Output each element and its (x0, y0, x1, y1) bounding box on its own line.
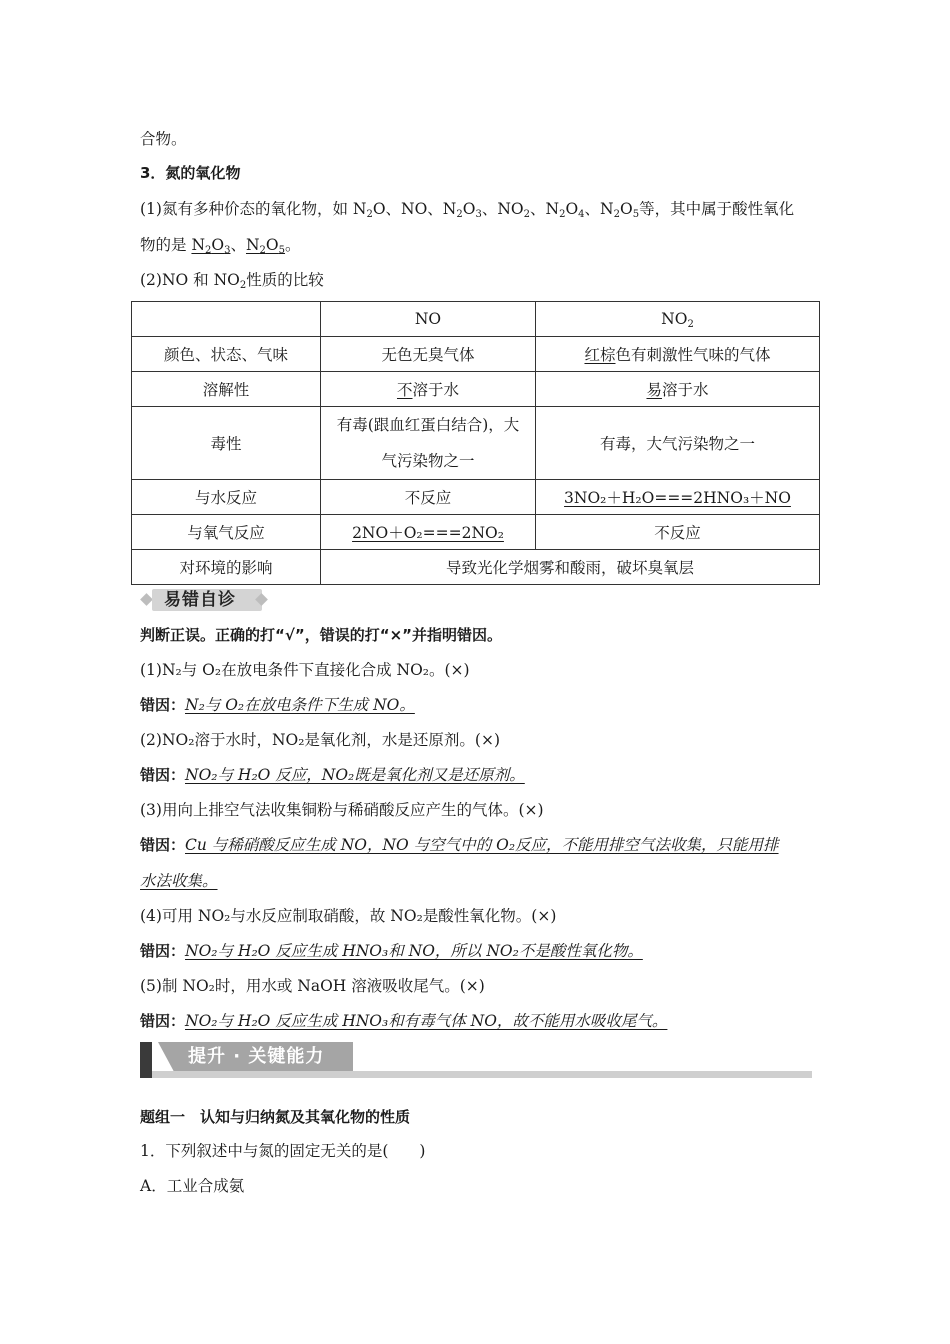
diamond-icon (140, 593, 153, 606)
table-row (132, 480, 820, 515)
section-banner-self-check (140, 588, 270, 612)
table-row (132, 302, 820, 337)
table-header: $NO_2$ (536, 302, 820, 337)
answer-n2o5: $N_2O_5$ (245, 236, 286, 256)
table-header: NO (321, 302, 536, 337)
table-cell: 不反应 (321, 480, 536, 515)
table-cell: 对环境的影响 (132, 550, 321, 585)
section-banner-ability (140, 1042, 812, 1078)
table-cell: 毒性 (132, 407, 321, 480)
comparison-table (131, 301, 820, 585)
table-cell: 与氧气反应 (132, 515, 321, 550)
table-cell: 与水反应 (132, 480, 321, 515)
answer-n2o3: $N_2O_3$ (191, 236, 231, 256)
question-1: (1)N₂与 O₂在放电条件下直接化合成 NO₂。(×) (140, 661, 470, 679)
table-row (132, 515, 820, 550)
banner-underline (140, 1071, 812, 1078)
reason-4: 错因：NO₂与 H₂O 反应生成 HNO₃和 NO，所以 NO₂不是酸性氧化物。 (140, 942, 643, 960)
table-cell: 不溶于水 (321, 372, 536, 407)
table-cell: 3NO₂＋H₂O===2HNO₃＋NO (536, 480, 820, 515)
text-line: 合物。 (140, 130, 187, 148)
question-group-title: 题组一 认知与归纳氮及其氧化物的性质 (140, 1108, 411, 1126)
question-5: (5)制 NO₂时，用水或 NaOH 溶液吸收尾气。(×) (140, 977, 485, 995)
table-row (132, 550, 820, 585)
table-cell (132, 302, 321, 337)
text-line: 物的是 $N_2O_3$、$N_2O_5$。 (140, 236, 301, 256)
banner-title: 提升 · 关键能力 (188, 1046, 325, 1067)
reason-1: 错因：N₂与 O₂在放电条件下生成 NO。 (140, 696, 415, 714)
question-3: (3)用向上排空气法收集铜粉与稀硝酸反应产生的气体。(×) (140, 801, 544, 819)
text-line: (2)NO 和 $NO_2$性质的比较 (140, 271, 324, 291)
option-a: A．工业合成氨 (140, 1177, 245, 1195)
table-row (132, 337, 820, 372)
table-cell: 有毒，大气污染物之一 (536, 407, 820, 480)
table-cell: 导致光化学烟雾和酸雨，破坏臭氧层 (321, 550, 820, 585)
question-1-stem: 1．下列叙述中与氮的固定无关的是( ) (140, 1142, 426, 1160)
table-row (132, 407, 820, 480)
table-cell: 2NO＋O₂===2NO₂ (321, 515, 536, 550)
instruction: 判断正误。正确的打“√”，错误的打“×”并指明错因。 (140, 626, 503, 644)
reason-3-cont: 水法收集。 (140, 872, 218, 890)
table-cell: 有毒(跟血红蛋白结合)，大气污染物之一 (321, 407, 536, 480)
reason-3: 错因：Cu 与稀硝酸反应生成 NO，NO 与空气中的 O₂反应，不能用排空气法收集，只能用排 (140, 836, 779, 854)
section-heading: 3．氮的氧化物 (140, 164, 241, 182)
text-line: (1)氮有多种价态的氧化物，如 $N_2O$、NO、$N_2O_3$、$NO_2$、$N_2O_4$、$N_2O_5$等，其中属于酸性氧化 (140, 200, 795, 220)
table-cell: 无色无臭气体 (321, 337, 536, 372)
reason-5: 错因：NO₂与 H₂O 反应生成 HNO₃和有毒气体 NO，故不能用水吸收尾气。 (140, 1012, 668, 1030)
table-cell: 溶解性 (132, 372, 321, 407)
table-cell: 不反应 (536, 515, 820, 550)
table-cell: 易溶于水 (536, 372, 820, 407)
banner-accent (140, 1042, 152, 1078)
table-cell: 颜色、状态、气味 (132, 337, 321, 372)
question-4: (4)可用 NO₂与水反应制取硝酸，故 NO₂是酸性氧化物。(×) (140, 907, 557, 925)
question-2: (2)NO₂溶于水时，NO₂是氧化剂，水是还原剂。(×) (140, 731, 501, 749)
table-cell: 红棕色有刺激性气味的气体 (536, 337, 820, 372)
reason-2: 错因：NO₂与 H₂O 反应，NO₂既是氧化剂又是还原剂。 (140, 766, 525, 784)
banner-title: 易错自诊 (164, 590, 236, 610)
table-row (132, 372, 820, 407)
